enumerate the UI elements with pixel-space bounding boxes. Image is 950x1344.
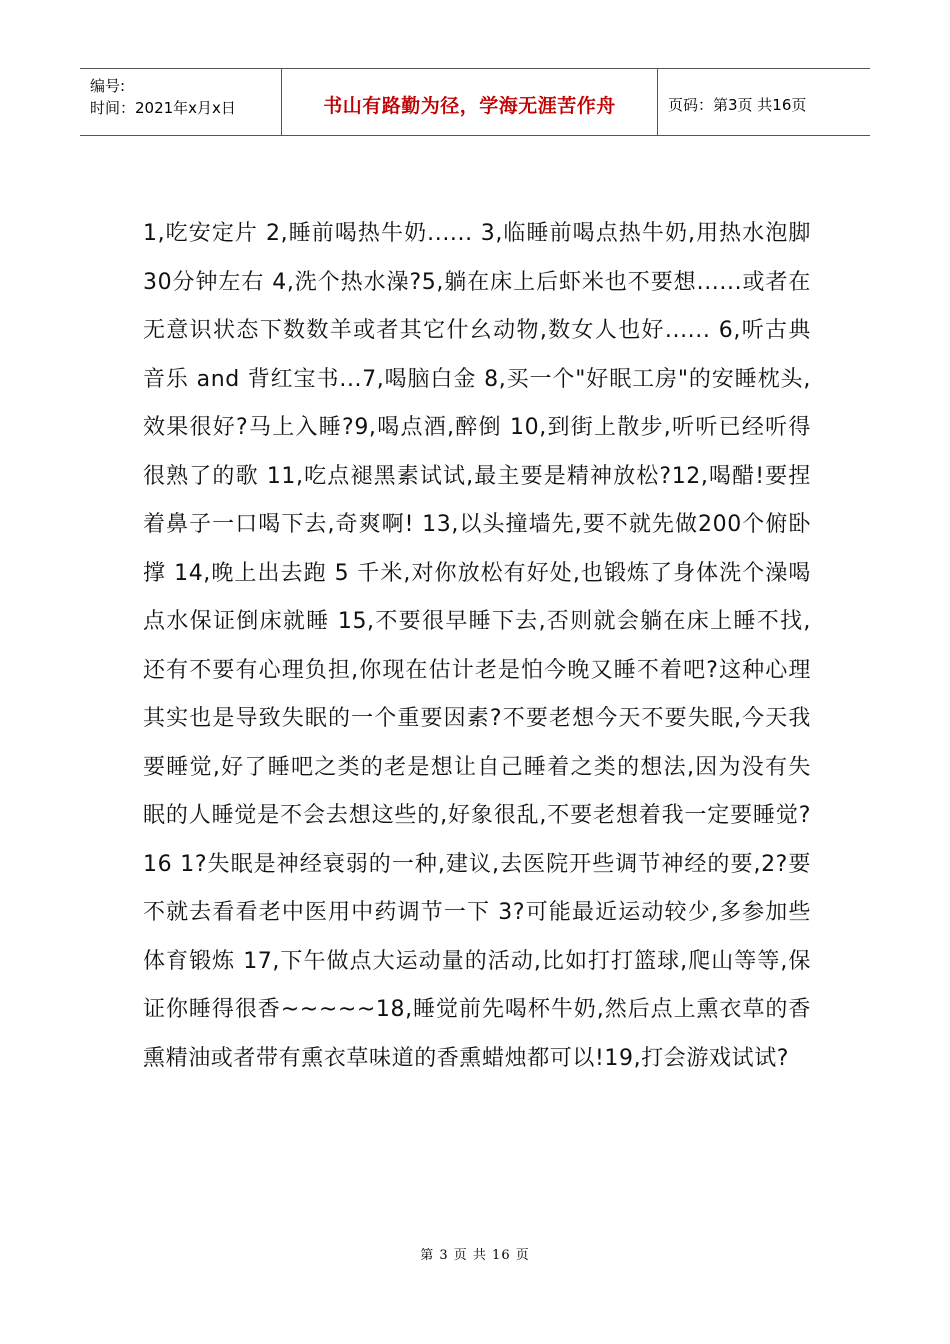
header-meta [80,69,282,135]
page-header [80,68,870,136]
document-time-label: 时间：2021年x月x日 [90,99,236,117]
document-number-label: 编号: [90,77,126,95]
body-paragraph: 1,吃安定片 2,睡前喝热牛奶...... 3,临睡前喝点热牛奶,用热水泡脚30分钟左右 4,洗个热水澡?5,躺在床上后虾米也不要想......或者在无意识状态下数数羊或者其它什幺动物,数女人也好...... 6,听古典音乐 and 背红宝书...7,喝脑白金 8,买一个"好眠工房"的安睡枕头,效果很好?马上入睡?9,喝点酒,醉倒 10,到街上散步,听听已经听得很熟了的歌 11,吃点褪黑素试试,最主要是精神放松?12,喝醋!要捏着鼻子一口喝下去,奇爽啊! 13,以头撞墙先,要不就先做200个俯卧撑 14,晚上出去跑 5 千米,对你放松有好处,也锻炼了身体洗个澡喝点水保证倒床就睡 15,不要很早睡下去,否则就会躺在床上睡不找,还有不要有心理负担,你现在估计老是怕今晚又睡不着吧?这种心理其实也是导致失眠的一个重要因素?不要老想今天不要失眠,今天我要睡觉,好了睡吧之类的老是想让自己睡着之类的想法,因为没有失眠的人睡觉是不会去想这些的,好象很乱,不要老想着我一定要睡觉?16 1?失眠是神经衰弱的一种,建议,去医院开些调节神经的要,2?要不就去看看老中医用中药调节一下 3?可能最近运动较少,多参加些体育锻炼 17,下午做点大运动量的活动,比如打打篮球,爬山等等,保证你睡得很香~~~~~18,睡觉前先喝杯牛奶,然后点上熏衣草的香熏精油或者带有熏衣草味道的香熏蜡烛都可以!19,打会游戏试试? [143,221,811,1071]
header-page-info: 页码：第3页 共16页 [668,95,807,114]
header-motto: 书山有路勤为径，学海无涯苦作舟 [282,69,658,135]
page-footer: 第 3 页 共 16 页 [420,1248,530,1263]
